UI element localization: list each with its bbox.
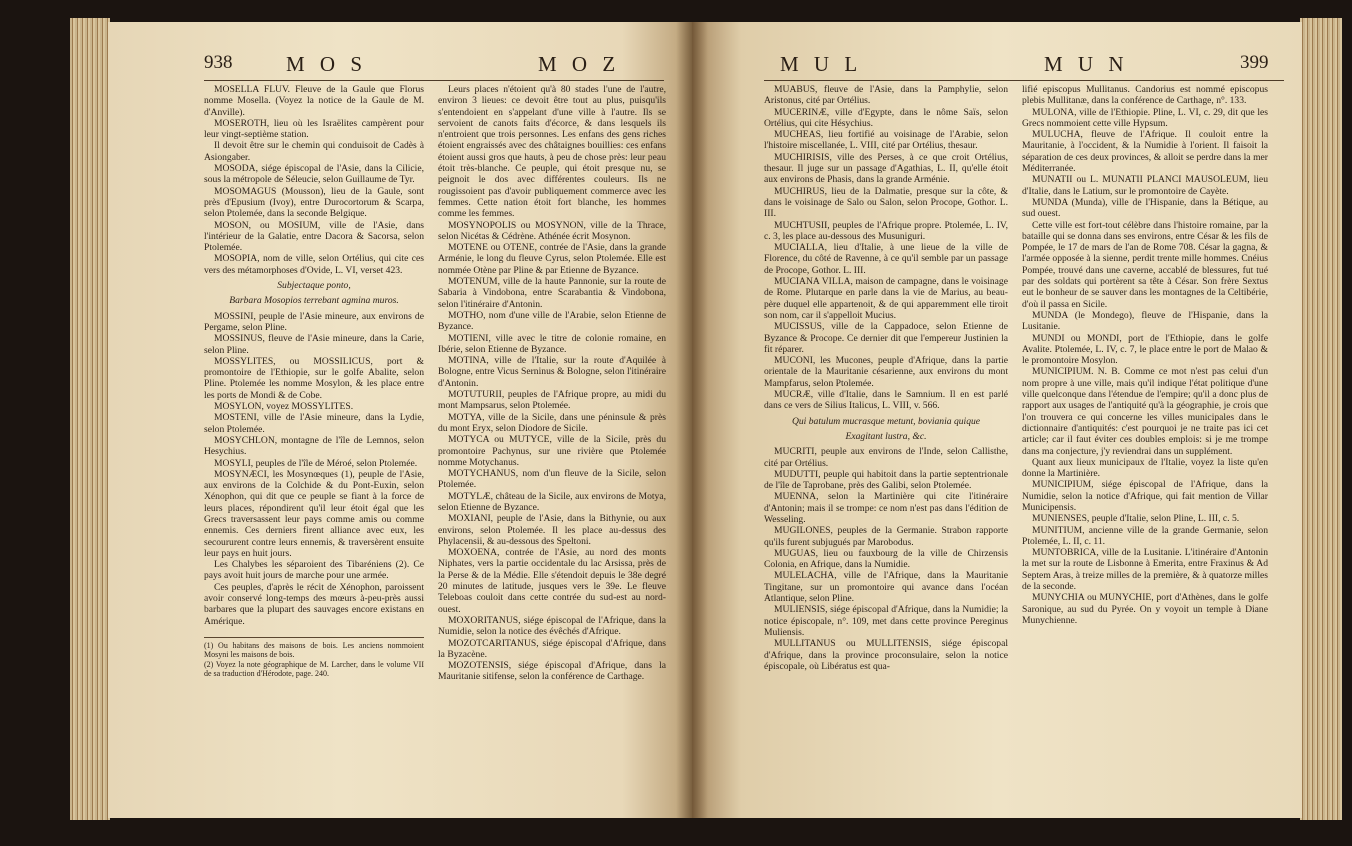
footnotes <box>204 637 424 679</box>
entry: Les Chalybes les séparoient des Tibaréniens (2). Ce pays avoit huit jours de marche pour une armée. <box>204 559 424 582</box>
entry: MUNTOBRICA, ville de la Lusitanie. L'itinéraire d'Antonin la met sur la route de Lisbonne à Emerita, entre Fraxinus & Ad Septem Aras, à treize milles de la première, & à quatorze milles de la seconde. <box>1022 547 1268 593</box>
entry: MOXORITANUS, siége épiscopal de l'Afrique, dans la Numidie, selon la notice des évêchés d'Afrique. <box>438 614 666 638</box>
right-column-1 <box>764 84 1008 672</box>
entry: MUCONI, les Mucones, peuple d'Afrique, dans la partie orientale de la Mauritanie césarienne, aux environs du mont Mampfarus, selon Ptolemée. <box>764 355 1008 389</box>
verse-line: Exagitant lustra, &c. <box>845 430 927 442</box>
entry: MUCIANA VILLA, maison de campagne, dans le voisinage de Rome. Plutarque en parle dans la vie de Marius, au beau-père duquel elle appartenoit, & de qui apparemment elle tiroit son nom, car il s'appelloit Mucius. <box>764 276 1008 321</box>
entry: MUNICIPIUM, siége épiscopal de l'Afrique, dans la Numidie, selon la notice d'Afrique, qui fait mention de Villar Municipensis. <box>1022 479 1268 513</box>
left-column-2 <box>438 84 666 683</box>
entry: MOXIANI, peuple de l'Asie, dans la Bithynie, ou aux environs, selon Ptolemée. Il les place au-dessus des Phylacensii, & au-dessous des Speltoni. <box>438 513 666 547</box>
entry: MOTENUM, ville de la haute Pannonie, sur la route de Sabaria à Vindobona, entre Scarabantia & Vindobona, selon l'itinéraire d'Antonin. <box>438 276 666 310</box>
page-edges-right <box>1300 18 1342 820</box>
entry: Il devoit être sur le chemin qui conduisoit de Cadès à Asiongaber. <box>204 140 424 163</box>
entry: MULONA, ville de l'Ethiopie. Pline, L. VI, c. 29, dit que les Grecs nommoient cette ville Hypsum. <box>1022 106 1268 129</box>
right-column-2 <box>1022 84 1268 626</box>
entry: MUCERINÆ, ville d'Egypte, dans le nôme Saïs, selon Ortélius, qui cite Hésychius. <box>764 106 1008 129</box>
entry: MUCHTUSII, peuples de l'Afrique propre. Ptolemée, L. IV, c. 3, les place au-dessous des Musuniguri. <box>764 219 1008 242</box>
entry: MULELACHA, ville de l'Afrique, dans la Mauritanie Tingitane, sur un promontoire qui avance dans l'océan Atlantique, selon Pline. <box>764 570 1008 605</box>
entry: MUABUS, fleuve de l'Asie, dans la Pamphylie, selon Aristonus, cité par Ortélius. <box>764 84 1008 107</box>
entry: MUNYCHIA ou MUNYCHIE, port d'Athènes, dans le golfe Saronique, au sud du Pyrée. On y voyoit un temple à Diane Munychienne. <box>1022 592 1268 626</box>
entry: MOTHO, nom d'une ville de l'Arabie, selon Etienne de Byzance. <box>438 309 666 333</box>
entry: MOSYLI, peuples de l'île de Méroé, selon Ptolemée. <box>214 457 418 469</box>
entry: Cette ville est fort-tout célèbre dans l'histoire romaine, par la bataille qui se donna dans ses environs, entre César & les fils de Pompée, le 17 de mars de l'an de Rome 708. César la gagna, & l'armée opposée à la sienne, perdit trente mille hommes. Cnéius Pompée, trouvé dans une caverne, accablé de blessures, fut tué par des soldats qui portèrent sa tête à César. Son frère Sextus eut le bonheur de se sauver dans les montagnes de la Celtibérie, d'où il passa en Sicile. <box>1022 219 1268 310</box>
entry: MOSSINUS, fleuve de l'Asie mineure, dans la Carie, selon Pline. <box>204 333 424 356</box>
left-running-head-1: M O S <box>286 52 368 76</box>
footnote: (2) Voyez la note géographique de M. Larcher, dans le volume VII de sa traduction d'Hérodote, page. 240. <box>204 659 424 679</box>
entry: MOSODA, siége épiscopal de l'Asie, dans la Cilicie, sous la métropole de Séleucie, selon Guillaume de Tyr. <box>204 163 424 186</box>
entry: MUNIENSES, peuple d'Italie, selon Pline, L. III, c. 5. <box>1032 513 1240 525</box>
entry: Leurs places n'étoient qu'à 80 stades l'une de l'autre, environ 3 lieues: ce devoit être tout au plus, puisqu'ils s'entendoient en s'appelant d'une ville à l'autre. Ils se servoient de canots faits d'écorce, & dans lesquels ils n'entroient que trois personnes. Les enfans des gens riches étoient engraissés avec des châtaignes bouillies: ces enfans étoient aussi gros que hauts, à peu de chose près: leur peau étoit très-blanche. Ce peuple, qui étoit presque nu, se peignoit le dos avec différentes couleurs. Ils ne rougissoient pas d'avoir publiquement commerce avec les femmes. Cette nation étoit fort blanche, les hommes comme les femmes. <box>438 84 666 220</box>
entry: MOSEROTH, lieu où les Israëlites campèrent pour leur vingt-septième station. <box>204 117 424 141</box>
entry: MOTINA, ville de l'Italie, sur la route d'Aquilée à Bologne, entre Vicus Serninus & Bologne, selon l'itinéraire d'Antonin. <box>438 355 666 389</box>
page-edges-left <box>70 18 110 820</box>
entry: MUGILONES, peuples de la Germanie. Strabon rapporte qu'ils furent subjugués par Marobodus. <box>764 525 1008 548</box>
entry: MOTUTURII, peuples de l'Afrique propre, au midi du mont Mampsarus, selon Ptolemée. <box>438 389 666 412</box>
footnote: (1) Ou habitans des maisons de bois. Les anciens nommoient Mosyni les maisons de bois. <box>204 640 424 660</box>
entry: MOSELLA FLUV. Fleuve de la Gaule que Florus nomme Mosella. (Voyez la notice de la Gaule de M. d'Anville). <box>204 84 424 118</box>
entry: Quant aux lieux municipaux de l'Italie, voyez la liste qu'en donne la Martinière. <box>1022 456 1268 480</box>
entry: MUGUAS, lieu ou fauxbourg de la ville de Chirzensis Colonia, en Afrique, dans la Numidie. <box>764 547 1008 571</box>
right-running-head-1: M U L <box>780 52 863 76</box>
left-column-1 <box>204 84 424 679</box>
entry: MOSTENI, ville de l'Asie mineure, dans la Lydie, selon Ptolemée. <box>204 412 424 435</box>
entry: MOSYNÆCI, les Mosynœques (1), peuple de l'Asie, aux environs de la Colchide & du Pont-Euxin, selon Xénophon, qui dit que ce peuple se fiant à la force de leurs places, répondirent qu'il leur étoit égal que les Grecs traversassent leur pays comme amis ou comme ennemis. Ces derniers firent alliance avec eux, les secoururent contre leurs ennemis, & traversèrent ensuite leur pays en huit jours. <box>204 468 424 559</box>
right-running-head-2: M U N <box>1044 52 1129 76</box>
entry: MOTENE ou OTENE, contrée de l'Asie, dans la grande Arménie, le long du fleuve Cyrus, selon Ptolemée. Elle est nommée Otène par Pline & par Etienne de Byzance. <box>438 242 666 276</box>
entry: MOSOMAGUS (Mousson), lieu de la Gaule, sont près d'Epusium (Ivoy), entre Durocortorum & Scarpa, selon Ptolemée, dans la seconde Belgique. <box>204 185 424 220</box>
header-rule <box>764 80 1284 81</box>
entry: MOSYLON, voyez MOSSYLITES. <box>214 401 354 413</box>
left-page <box>108 22 692 818</box>
left-page-number: 938 <box>204 52 233 73</box>
entry: MUNDA (Munda), ville de l'Hispanie, dans la Bétique, au sud ouest. <box>1022 196 1268 220</box>
entry: MUNICIPIUM. N. B. Comme ce mot n'est pas celui d'un nom propre à une ville, mais qu'il indique l'état politique d'une ville quelconque dans l'étendue de l'empire; qu'il a donc plus de rapport aux usages de l'antiquité qu'à la géographie, je crois que l'on trouvera ce qui concerne les villes municipales dans le dictionnaire d'antiquités: c'est pourquoi je ne traite pas ici cet article; car il faut éviter ces doubles emplois: si je me trompe dans ma conjecture, j'y reviendrai dans un supplément. <box>1022 366 1268 457</box>
header-rule <box>204 80 664 81</box>
entry: MOZOTENSIS, siége épiscopal d'Afrique, dans la Mauritanie sitifense, selon la conférence de Carthage. <box>438 660 666 683</box>
entry: MOTYCHANUS, nom d'un fleuve de la Sicile, selon Ptolemée. <box>438 468 666 491</box>
entry: MOSYNOPOLIS ou MOSYNON, ville de la Thrace, selon Nicétas & Cédrène. Athénée écrit Mosynon. <box>438 219 666 242</box>
entry: MOTYA, ville de la Sicile, dans une péninsule & près du mont Eryx, selon Diodore de Sicile. <box>438 411 666 434</box>
entry: lifié episcopus Mullitanus. Candorius est nommé episcopus plebis Mullitanæ, dans la conférence de Carthage, n°. 133. <box>1022 84 1268 107</box>
entry: MUCHEAS, lieu fortifié au voisinage de l'Arabie, selon l'histoire miscellanée, L. VIII, cité par Ortélius, thesaur. <box>764 129 1008 152</box>
entry: MOZOTCARITANUS, siége épiscopal d'Afrique, dans la Byzacène. <box>438 637 666 660</box>
entry: MUCRÆ, ville d'Italie, dans le Samnium. Il en est parlé dans ce vers de Silius Italicus, L. VIII, v. 566. <box>764 389 1008 412</box>
entry: MOTYCA ou MUTYCE, ville de la Sicile, près du promontoire Pachynus, sur une rivière que Ptolemée nomme Motychanus. <box>438 434 666 468</box>
entry: MUNITIUM, ancienne ville de la grande Germanie, selon Ptolemée, L. II, c. 11. <box>1022 524 1268 547</box>
verse-line: Qui batulum mucrasque metunt, boviania quique <box>791 415 981 427</box>
entry: MUNDA (le Mondego), fleuve de l'Hispanie, dans la Lusitanie. <box>1022 309 1268 333</box>
entry: MOSYCHLON, montagne de l'île de Lemnos, selon Hesychius. <box>204 434 424 458</box>
entry: MOXOENA, contrée de l'Asie, au nord des monts Niphates, vers la partie occidentale du lac Arsissa, près de la Perse & de la Médie. Elle s'étendoit depuis le 38e degré 20 minutes de latitude, jusques vers le 39e. Le fleuve Teleboas couloit dans cette contrée du sud-est au nord-ouest. <box>438 547 666 615</box>
entry: MOSON, ou MOSIUM, ville de l'Asie, dans l'intérieur de la Galatie, entre Dacora & Sacorsa, selon Ptolemée. <box>204 219 424 254</box>
entry: MOSSINI, peuple de l'Asie mineure, aux environs de Pergame, selon Pline. <box>204 310 424 333</box>
entry: MUNDI ou MONDI, port de l'Ethiopie, dans le golfe Avalite. Ptolemée, L. IV, c. 7, le place entre le port de Malao & le promontoire Mosylon. <box>1022 332 1268 367</box>
entry: MUDUTTI, peuple qui habitoit dans la partie septentrionale de l'île de Taprobane, près des Galibi, selon Ptolemée. <box>764 468 1008 492</box>
entry: MOTYLÆ, château de la Sicile, aux environs de Motya, selon Etienne de Byzance. <box>438 490 666 513</box>
entry: MUCHIRUS, lieu de la Dalmatie, presque sur la côte, & dans le voisinage de Salo ou Salon, selon Procope, Gothor. L. III. <box>764 185 1008 220</box>
entry: MUCIALLA, lieu d'Italie, à une lieue de la ville de Florence, du côté de Ravenne, à ce qu'il semble par un passage de Procope, Gothor. L. III. <box>764 242 1008 276</box>
verse-line: Barbara Mosopios terrebant agmina muros. <box>229 295 399 307</box>
entry: MUNATII ou L. MUNATII PLANCI MAUSOLEUM, lieu d'Italie, dans le Latium, sur le promontoire de Cayète. <box>1022 174 1268 197</box>
entry: MOSSYLITES, ou MOSSILICUS, port & promontoire de l'Ethiopie, sur le golfe Abalite, selon Pline. Ptolemée les nomme Mosylon, & les place entre les ports de Mondi & de Cobe. <box>204 355 424 401</box>
entry: MUCRITI, peuple aux environs de l'Inde, selon Callisthe, cité par Ortélius. <box>764 446 1008 469</box>
entry: MULIENSIS, siége épiscopal d'Afrique, dans la Numidie; la notice épiscopale, n°. 109, met dans cette province Pereginus Muliensis. <box>764 604 1008 638</box>
entry: MUENNA, selon la Martinière qui cite l'itinéraire d'Antonin; mais il se trompe: ce nom n'est pas dans l'édition de Wesseling. <box>764 491 1008 525</box>
verse-line: Subjectaque ponto, <box>277 280 351 292</box>
entry: MOSOPIA, nom de ville, selon Ortélius, qui cite ces vers des métamorphoses d'Ovide, L. VI, verset 423. <box>204 253 424 276</box>
entry: MULLITANUS ou MULLITENSIS, siége épiscopal d'Afrique, dans la province proconsulaire, selon la notice épiscopale, où Libératus est qua- <box>764 638 1008 672</box>
right-page <box>692 22 1302 818</box>
right-page-number: 399 <box>1240 52 1269 73</box>
entry: MUCISSUS, ville de la Cappadoce, selon Etienne de Byzance & Procope. Ce dernier dit que l'empereur Justinien la fit réparer. <box>764 321 1008 355</box>
entry: Ces peuples, d'après le récit de Xénophon, paroissent avoir conservé long-temps des mœurs à-peu-près aussi barbares que la plupart des sauvages encore existans en Amérique. <box>204 581 424 627</box>
left-running-head-2: M O Z <box>538 52 621 76</box>
entry: MUCHIRISIS, ville des Perses, à ce que croit Ortélius, thesaur. Il juge sur un passage d'Agathias, L. II, qu'elle étoit aux environs de Phasis, dans la grande Arménie. <box>764 151 1008 186</box>
book-gutter <box>676 22 708 818</box>
entry: MULUCHA, fleuve de l'Afrique. Il couloit entre la Mauritanie, à l'occident, & la Numidie à l'orient. Il faisoit la séparation de ces deux provinces, & alloit se perdre dans la mer Méditerranée. <box>1022 129 1268 175</box>
entry: MOTIENI, ville avec le titre de colonie romaine, en Ibérie, selon Etienne de Byzance. <box>438 332 666 355</box>
